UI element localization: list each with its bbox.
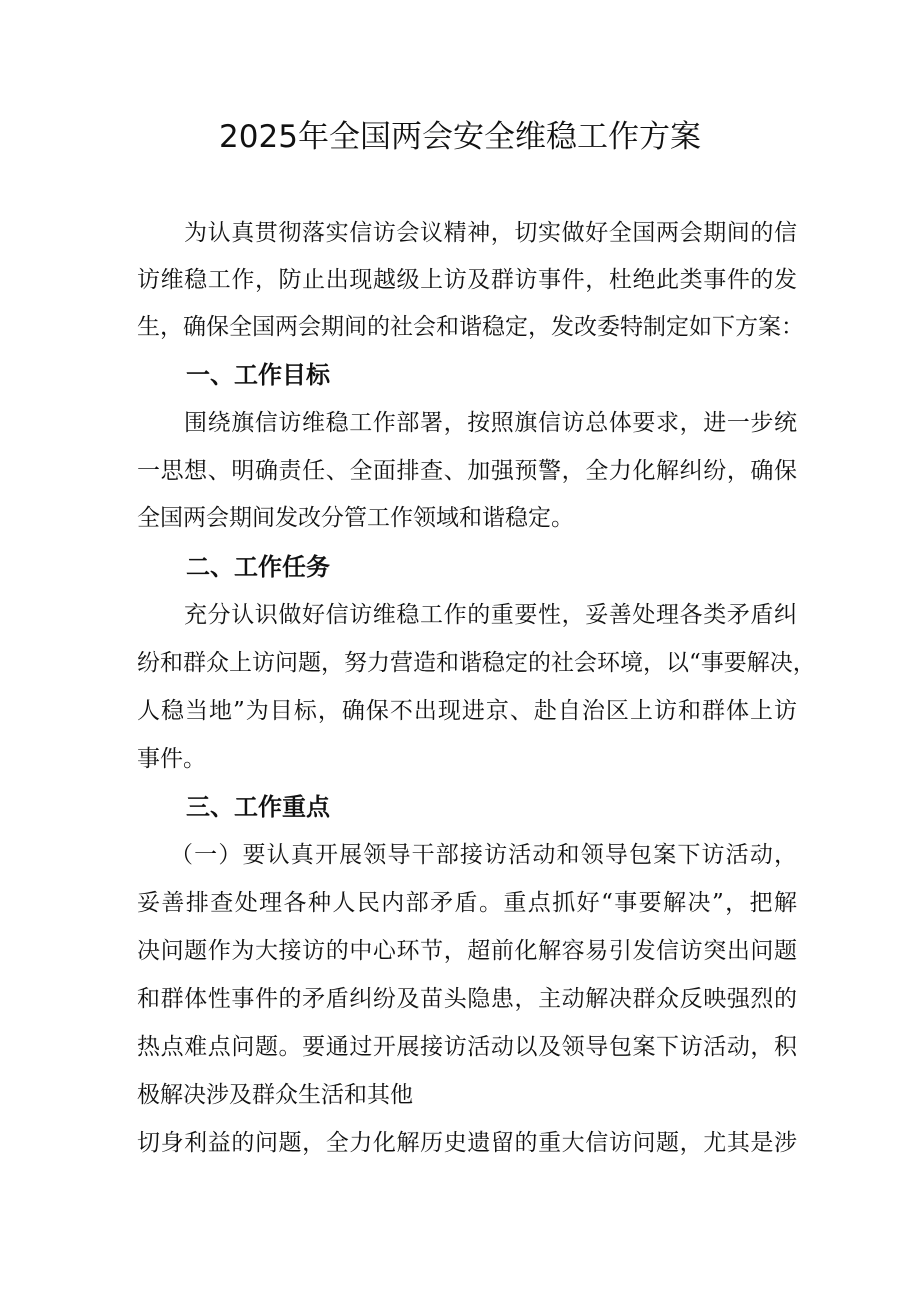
tasks-line-3: 人稳当地”为目标，确保不出现进京、赴自治区上访和群体上访 bbox=[137, 698, 797, 724]
focus-line-6: 极解决涉及群众生活和其他 bbox=[137, 1082, 413, 1108]
focus-line-5: 热点难点问题。要通过开展接访活动以及领导包案下访活动，积 bbox=[137, 1034, 797, 1060]
focus-line-1: （一）要认真开展领导干部接访活动和领导包案下访活动， bbox=[170, 842, 797, 868]
focus-line-3: 决问题作为大接访的中心环节，超前化解容易引发信访突出问题 bbox=[137, 938, 797, 964]
focus-line-2: 妥善排查处理各种人民内部矛盾。重点抓好“事要解决”，把解 bbox=[137, 890, 797, 916]
goals-line-1: 围绕旗信访维稳工作部署，按照旗信访总体要求，进一步统 bbox=[184, 410, 797, 436]
intro-line-1: 为认真贯彻落实信访会议精神，切实做好全国两会期间的信 bbox=[184, 220, 797, 246]
tasks-line-4: 事件。 bbox=[137, 746, 206, 772]
goals-line-3: 全国两会期间发改分管工作领域和谐稳定。 bbox=[137, 505, 574, 531]
intro-line-3: 生，确保全国两会期间的社会和谐稳定，发改委特制定如下方案： bbox=[137, 314, 804, 340]
document-title: 2025年全国两会安全维稳工作方案 bbox=[219, 119, 701, 155]
section-heading-focus: 三、工作重点 bbox=[186, 793, 330, 821]
intro-line-2: 访维稳工作，防止出现越级上访及群访事件，杜绝此类事件的发 bbox=[137, 267, 797, 293]
focus-line-4: 和群体性事件的矛盾纠纷及苗头隐患，主动解决群众反映强烈的 bbox=[137, 986, 797, 1012]
tasks-line-2: 纷和群众上访问题，努力营造和谐稳定的社会环境，以“事要解决， bbox=[137, 650, 816, 676]
tasks-line-1: 充分认识做好信访维稳工作的重要性，妥善处理各类矛盾纠 bbox=[184, 602, 797, 628]
goals-line-2: 一思想、明确责任、全面排查、加强预警，全力化解纠纷，确保 bbox=[137, 458, 797, 484]
section-heading-tasks: 二、工作任务 bbox=[186, 553, 330, 581]
focus-line-7: 切身利益的问题，全力化解历史遗留的重大信访问题，尤其是涉 bbox=[137, 1130, 797, 1156]
section-heading-goals: 一、工作目标 bbox=[186, 361, 330, 389]
